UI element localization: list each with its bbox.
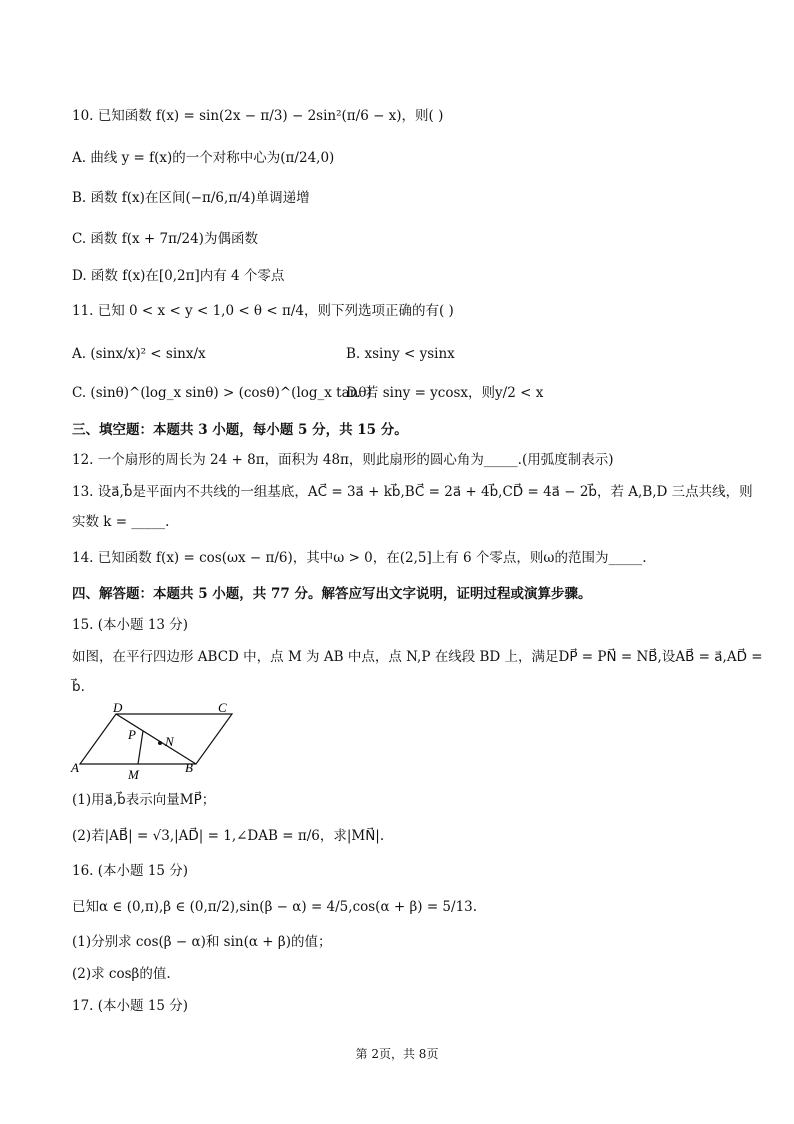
q11-option-b: B. xsiny < ysinx [346, 346, 455, 362]
q13-line2: 实数 k = _____. [72, 514, 170, 530]
label-a: A [71, 760, 79, 775]
q11-option-c: C. (sinθ)^(log_x sinθ) > (cosθ)^(log_x tanθ) [72, 385, 372, 401]
section-4-heading: 四、解答题：本题共 5 小题，共 77 分。解答应写出文字说明，证明过程或演算步骤。 [72, 586, 592, 602]
label-m: M [128, 767, 139, 782]
label-b: B [185, 760, 193, 775]
q10-stem: 10. 已知函数 f(x) = sin(2x − π/3) − 2sin²(π/6 − x)，则( ) [72, 108, 444, 124]
q15-part2: (2)若|AB⃗| = √3,|AD⃗| = 1,∠DAB = π/6，求|MN⃗|. [72, 828, 385, 844]
q11-stem: 11. 已知 0 < x < y < 1,0 < θ < π/4，则下列选项正确的有( ) [72, 303, 454, 319]
label-n: N [165, 734, 174, 749]
q13-line1: 13. 设a⃗,b⃗是平面内不共线的一组基底，AC⃗ = 3a⃗ + kb⃗,BC⃗ = 2a⃗ + 4b⃗,CD⃗ = 4a⃗ − 2b⃗，若 A,B,D 三点共线，则 [72, 484, 753, 500]
q10-option-a: A. 曲线 y = f(x)的一个对称中心为(π/24,0) [72, 150, 335, 166]
page-footer: 第 2页，共 8页 [355, 1047, 439, 1061]
q16-title: 16. (本小题 15 分) [72, 863, 189, 879]
parallelogram-figure [68, 700, 238, 782]
q15-part1: (1)用a⃗,b⃗表示向量MP⃗； [72, 792, 216, 808]
section-3-heading: 三、填空题：本题共 3 小题，每小题 5 分，共 15 分。 [72, 422, 408, 438]
q10-option-b: B. 函数 f(x)在区间(−π/6,π/4)单调递增 [72, 190, 310, 206]
q10-option-d: D. 函数 f(x)在[0,2π]内有 4 个零点 [72, 268, 285, 284]
label-d: D [113, 700, 123, 715]
q15-line2: b⃗. [72, 679, 85, 695]
q17-title: 17. (本小题 15 分) [72, 998, 189, 1014]
q10-option-c: C. 函数 f(x + 7π/24)为偶函数 [72, 231, 258, 247]
q11-option-d: D. 若 siny = ycosx，则y/2 < x [346, 385, 544, 401]
label-p: P [128, 727, 136, 742]
q16-part2: (2)求 cosβ的值. [72, 966, 171, 982]
q11-option-a: A. (sinx/x)² < sinx/x [72, 346, 206, 362]
q14-text: 14. 已知函数 f(x) = cos(ωx − π/6)，其中ω > 0，在(2,5]上有 6 个零点，则ω的范围为_____. [72, 550, 647, 566]
q15-line1: 如图，在平行四边形 ABCD 中，点 M 为 AB 中点，点 N,P 在线段 BD 上，满足DP⃗ = PN⃗ = NB⃗,设AB⃗ = a⃗,AD⃗ = [72, 649, 763, 665]
q16-given: 已知α ∈ (0,π),β ∈ (0,π/2),sin(β − α) = 4/5,cos(α + β) = 5/13. [72, 899, 478, 915]
q15-title: 15. (本小题 13 分) [72, 617, 189, 633]
q12-text: 12. 一个扇形的周长为 24 + 8π，面积为 48π，则此扇形的圆心角为_____.(用弧度制表示) [72, 452, 614, 468]
segment-mp [138, 731, 143, 764]
point-n [158, 741, 162, 745]
q16-part1: (1)分别求 cos(β − α)和 sin(α + β)的值； [72, 934, 332, 950]
label-c: C [218, 700, 227, 715]
